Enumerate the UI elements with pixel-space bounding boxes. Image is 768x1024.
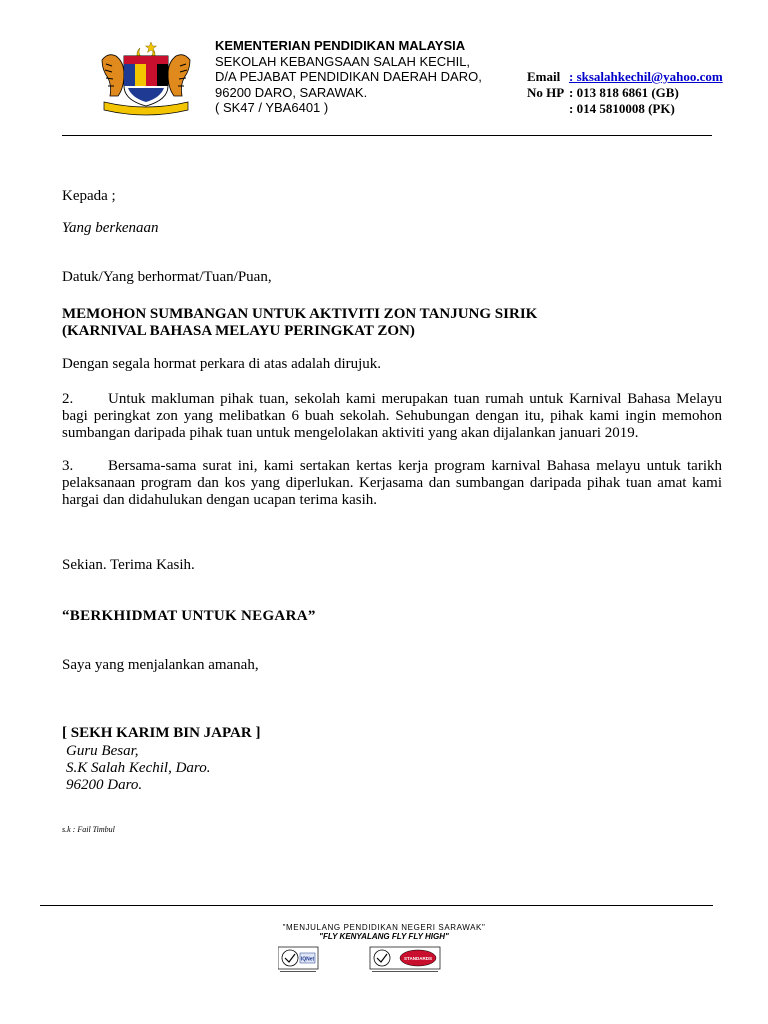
- paragraph-3: [62, 458, 722, 509]
- certification-logos: [278, 945, 458, 975]
- footer-divider: [40, 905, 713, 906]
- signer-name: [ SEKH KARIM BIN JAPAR ]: [62, 725, 261, 741]
- address-line-1: D/A PEJABAT PENDIDIKAN DAERAH DARO,: [215, 69, 482, 84]
- recipient: Yang berkenaan: [62, 220, 159, 236]
- letterhead: [215, 38, 482, 116]
- ministry-name: KEMENTERIAN PENDIDIKAN MALAYSIA: [215, 38, 466, 53]
- standards-badge-icon: [370, 947, 440, 972]
- subject-line-1: MEMOHON SUMBANGAN UNTUK AKTIVITI ZON TANJUNG SIRIK: [62, 306, 538, 322]
- footer-slogan: "MENJULANG PENDIDIKAN NEGERI SARAWAK": [282, 923, 486, 932]
- addressee-label: Kepada ;: [62, 188, 116, 204]
- email-link[interactable]: : sksalahkechil@yahoo.com: [569, 69, 723, 84]
- subject-heading: [62, 306, 537, 340]
- paragraph-1: Dengan segala hormat perkara di atas adalah dirujuk.: [62, 356, 382, 372]
- contact-block: [527, 69, 723, 117]
- standards-label: STANDARDS: [404, 956, 432, 961]
- closing: Sekian. Terima Kasih.: [62, 557, 195, 573]
- paragraph-number: 3.: [62, 458, 74, 474]
- phone-number-pk: : 014 5810008 (PK): [569, 101, 675, 116]
- coat-of-arms-logo: [96, 38, 196, 116]
- carbon-copy-note: s.k : Fail Timbul: [62, 825, 115, 834]
- paragraph-2: [62, 391, 722, 442]
- paragraph-text: Untuk makluman pihak tuan, sekolah kami merupakan tuan rumah untuk Karnival Bahasa Melayu bagi peringkat zon yang melibatkan 6 buah sekolah. Sehubungan dengan itu, pihak kami ingin memohon sumbangan daripada pihak tuan untuk mengelolakan aktiviti yang akan dijalankan januari 2019.: [62, 391, 722, 441]
- motto: “BERKHIDMAT UNTUK NEGARA”: [62, 608, 316, 624]
- email-label: Email: [527, 69, 561, 84]
- school-name: SEKOLAH KEBANGSAAN SALAH KECHIL,: [215, 53, 471, 69]
- phone-number-gb: : 013 818 6861 (GB): [569, 85, 679, 100]
- signer-title: Guru Besar,: [66, 743, 139, 759]
- salutation: Datuk/Yang berhormat/Tuan/Puan,: [62, 269, 272, 285]
- footer-tagline: "FLY KENYALANG FLY FLY HIGH": [319, 932, 449, 941]
- iqnet-label: IQNet: [300, 956, 315, 963]
- signer-details: [66, 743, 210, 794]
- phone-label: No HP: [527, 85, 565, 100]
- paragraph-text: Bersama-sama surat ini, kami sertakan kertas kerja program karnival Bahasa melayu untuk tarikh pelaksanaan program dan kos yang diperlukan. Kerjasama dan sumbangan daripada pihak tuan amat kami hargai dan didahulukan dengan ucapan terima kasih.: [62, 458, 722, 508]
- signer-school: S.K Salah Kechil, Daro.: [66, 760, 211, 776]
- sign-off: Saya yang menjalankan amanah,: [62, 657, 259, 673]
- subject-line-2: (KARNIVAL BAHASA MELAYU PERINGKAT ZON): [62, 323, 415, 339]
- paragraph-number: 2.: [62, 391, 74, 407]
- signer-postcode: 96200 Daro.: [66, 777, 143, 793]
- address-line-2: 96200 DARO, SARAWAK.: [215, 84, 368, 100]
- school-code: ( SK47 / YBA6401 ): [215, 100, 329, 115]
- sirim-badge-icon: [278, 947, 318, 972]
- header-divider: [62, 135, 712, 136]
